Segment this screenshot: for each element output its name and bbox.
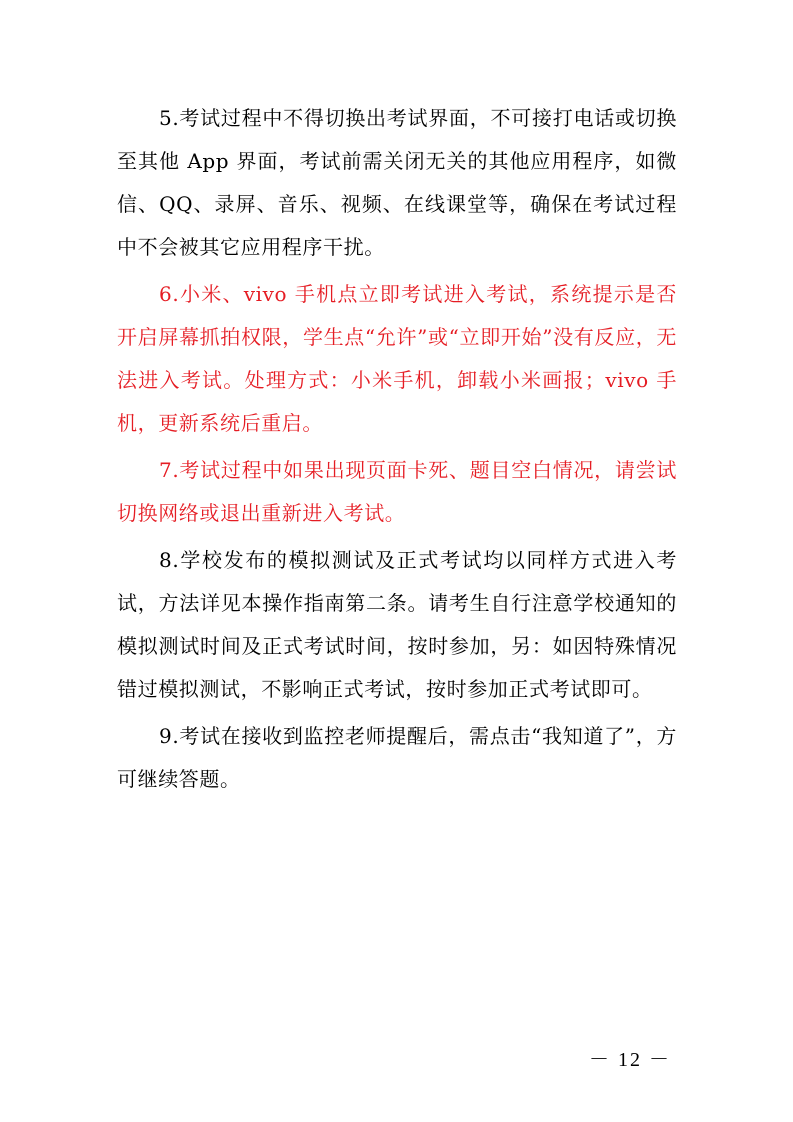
page-number: － 12 － bbox=[589, 1049, 671, 1071]
paragraph-item-5: 5.考试过程中不得切换出考试界面，不可接打电话或切换至其他 App 界面，考试前需关闭无关的其他应用程序，如微信、QQ、录屏、音乐、视频、在线课堂等，确保在考试过程中不会被其它应用程序干扰。 bbox=[117, 106, 677, 259]
paragraph-item-6: 6.小米、vivo 手机点立即考试进入考试，系统提示是否开启屏幕抓拍权限，学生点“允许”或“立即开始”没有反应，无法进入考试。处理方式：小米手机，卸载小米画报；vivo 手机，更新系统后重启。 bbox=[117, 282, 677, 435]
document-body bbox=[117, 97, 677, 805]
paragraph-item-7: 7.考试过程中如果出现页面卡死、题目空白情况，请尝试切换网络或退出重新进入考试。 bbox=[117, 458, 677, 525]
paragraph-item-8: 8.学校发布的模拟测试及正式考试均以同样方式进入考试，方法详见本操作指南第二条。请考生自行注意学校通知的模拟测试时间及正式考试时间，按时参加，另：如因特殊情况错过模拟测试，不影响正式考试，按时参加正式考试即可。 bbox=[117, 548, 677, 701]
paragraph-item-9: 9.考试在接收到监控老师提醒后，需点击“我知道了”，方可继续答题。 bbox=[117, 724, 677, 791]
